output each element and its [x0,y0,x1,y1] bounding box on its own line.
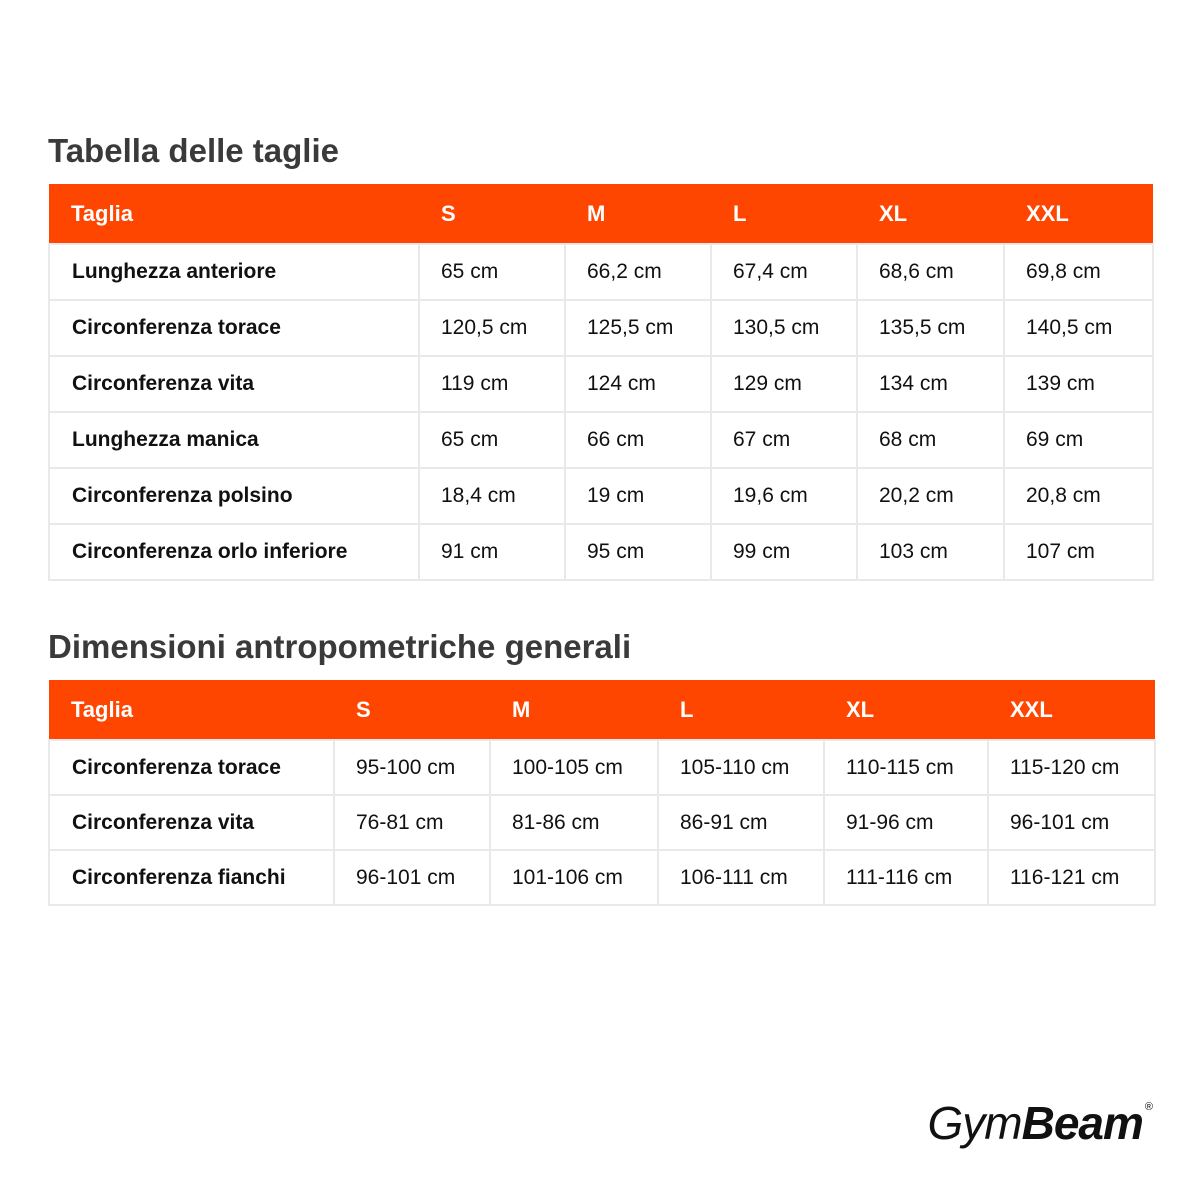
table-cell: 101-106 cm [490,850,658,905]
table-cell: 19,6 cm [711,468,857,524]
table-row [49,356,1153,412]
table-cell: 68 cm [857,412,1004,468]
table-cell: 20,2 cm [857,468,1004,524]
header-cell-size-xxl: XXL [988,680,1155,740]
header-cell-size-s: S [334,680,490,740]
header-cell-size-l: L [711,184,857,244]
logo-text-gym: Gym [927,1097,1022,1149]
row-label: Circonferenza vita [49,356,419,412]
table-cell: 69 cm [1004,412,1153,468]
header-cell-size-label: Taglia [49,184,419,244]
header-cell-size-xxl: XXL [1004,184,1153,244]
table-cell: 110-115 cm [824,740,988,795]
header-cell-size-m: M [565,184,711,244]
table-cell: 119 cm [419,356,565,412]
table-cell: 130,5 cm [711,300,857,356]
row-label: Circonferenza torace [49,300,419,356]
table-cell: 67 cm [711,412,857,468]
table-cell: 139 cm [1004,356,1153,412]
table-cell: 95 cm [565,524,711,580]
table-cell: 20,8 cm [1004,468,1153,524]
logo-text-beam: Beam [1021,1097,1143,1149]
table-cell: 76-81 cm [334,795,490,850]
table-cell: 116-121 cm [988,850,1155,905]
table-cell: 96-101 cm [334,850,490,905]
table-cell: 69,8 cm [1004,244,1153,300]
table-cell: 100-105 cm [490,740,658,795]
table-cell: 103 cm [857,524,1004,580]
row-label: Circonferenza vita [49,795,334,850]
body-table-title: Dimensioni antropometriche generali [48,628,632,665]
header-cell-size-xl: XL [824,680,988,740]
table-cell: 18,4 cm [419,468,565,524]
header-cell-size-m: M [490,680,658,740]
header-cell-size-l: L [658,680,824,740]
gymbeam-logo [927,1097,1152,1149]
table-cell: 96-101 cm [988,795,1155,850]
table-cell: 135,5 cm [857,300,1004,356]
table-cell: 91 cm [419,524,565,580]
table-cell: 65 cm [419,244,565,300]
row-label: Lunghezza manica [49,412,419,468]
header-row [49,680,1155,740]
table-cell: 66,2 cm [565,244,711,300]
table-cell: 134 cm [857,356,1004,412]
table-row [49,740,1155,795]
table-cell: 68,6 cm [857,244,1004,300]
table-cell: 67,4 cm [711,244,857,300]
table-row [49,468,1153,524]
table-cell: 81-86 cm [490,795,658,850]
body-table-body [49,740,1155,905]
table-cell: 66 cm [565,412,711,468]
body-measurements-table [48,680,1156,906]
row-label: Circonferenza orlo inferiore [49,524,419,580]
table-cell: 129 cm [711,356,857,412]
table-cell: 124 cm [565,356,711,412]
table-cell: 65 cm [419,412,565,468]
registered-mark: ® [1144,1101,1152,1113]
size-table [48,184,1154,581]
table-cell: 115-120 cm [988,740,1155,795]
table-row [49,244,1153,300]
table-cell: 140,5 cm [1004,300,1153,356]
table-cell: 95-100 cm [334,740,490,795]
table-cell: 125,5 cm [565,300,711,356]
table-cell: 99 cm [711,524,857,580]
header-cell-size-xl: XL [857,184,1004,244]
table-row [49,300,1153,356]
table-cell: 107 cm [1004,524,1153,580]
table-cell: 86-91 cm [658,795,824,850]
table-cell: 105-110 cm [658,740,824,795]
size-table-header [49,184,1153,244]
header-cell-size-label: Taglia [49,680,334,740]
table-row [49,795,1155,850]
row-label: Circonferenza torace [49,740,334,795]
row-label: Circonferenza fianchi [49,850,334,905]
size-table-title: Tabella delle taglie [48,132,339,169]
table-row [49,524,1153,580]
table-cell: 106-111 cm [658,850,824,905]
header-row [49,184,1153,244]
body-table-header [49,680,1155,740]
row-label: Circonferenza polsino [49,468,419,524]
table-row [49,850,1155,905]
row-label: Lunghezza anteriore [49,244,419,300]
table-cell: 120,5 cm [419,300,565,356]
table-cell: 111-116 cm [824,850,988,905]
table-cell: 91-96 cm [824,795,988,850]
header-cell-size-s: S [419,184,565,244]
size-table-body [49,244,1153,580]
table-row [49,412,1153,468]
table-cell: 19 cm [565,468,711,524]
